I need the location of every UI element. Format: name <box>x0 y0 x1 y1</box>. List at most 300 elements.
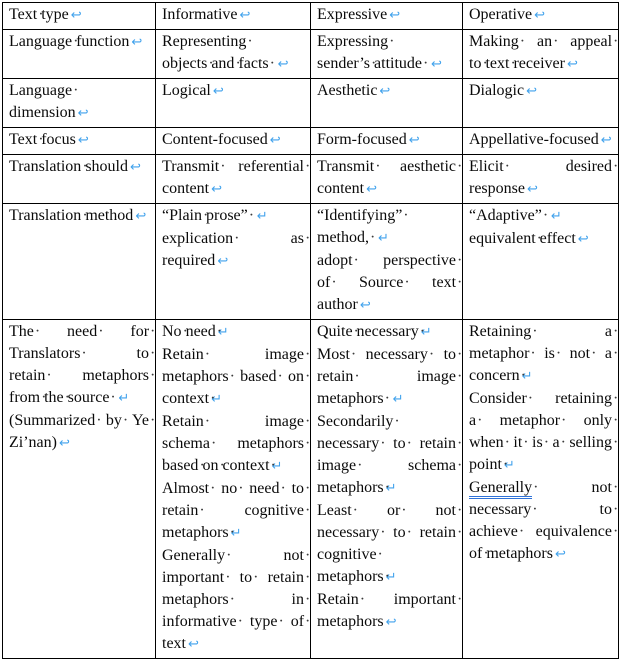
text-line <box>317 321 456 344</box>
word: perspective · <box>383 252 456 269</box>
word: type <box>41 6 69 23</box>
word: in · <box>292 591 304 608</box>
text-line <box>317 411 456 433</box>
word: aesthetic · <box>400 158 456 175</box>
word: achieve · <box>469 523 518 540</box>
word: metaphors <box>486 545 553 562</box>
word: prose” · <box>206 207 248 224</box>
text-line <box>9 80 149 102</box>
text-line <box>317 178 456 201</box>
word: Translation · <box>9 158 81 175</box>
word: Transmit · <box>317 158 374 175</box>
word: Translation · <box>9 207 81 224</box>
text-line <box>469 129 612 152</box>
text-line <box>162 156 304 178</box>
paragraph-mark-icon: ↩ <box>366 182 377 197</box>
word: as · <box>291 230 304 247</box>
paragraph-mark-icon: ↩ <box>70 8 82 23</box>
text-line <box>317 53 456 76</box>
text-line <box>162 478 304 500</box>
word: Expressive <box>317 6 388 23</box>
text-line <box>317 227 456 250</box>
word: selling · <box>569 434 612 451</box>
table-cell-r2c1 <box>3 30 156 79</box>
word: retain · <box>420 435 456 452</box>
table-cell-r3c2 <box>156 79 311 128</box>
text-line <box>317 477 456 500</box>
text-line <box>162 31 304 53</box>
word: point · <box>469 456 502 473</box>
text-line <box>469 4 612 27</box>
paragraph-mark-icon: ↩ <box>77 106 89 121</box>
paragraph-mark-icon: ↩ <box>534 8 545 23</box>
word: to · <box>240 569 252 586</box>
paragraph-mark-icon: ↩ <box>217 254 229 269</box>
word: of · <box>291 613 304 630</box>
word: not · <box>284 547 304 564</box>
word: and · <box>211 55 234 72</box>
word: not · <box>570 345 590 362</box>
word: Language · <box>9 82 72 99</box>
word: important · <box>162 569 224 586</box>
word: Expressing · <box>317 33 388 50</box>
word: Operative <box>469 6 533 23</box>
word: image · <box>265 413 304 430</box>
table-cell-r6c4 <box>463 204 619 320</box>
paragraph-mark-icon: ↩ <box>566 57 578 72</box>
text-line <box>469 388 612 410</box>
table-cell-r7c3 <box>311 320 463 659</box>
word: the · <box>44 389 64 406</box>
paragraph-mark-icon: ↩ <box>135 209 147 224</box>
word: need · <box>186 323 216 340</box>
text-line <box>162 611 304 633</box>
text-line <box>162 366 304 388</box>
paragraph-mark-icon: ↩ <box>431 57 442 72</box>
paragraph-mark-icon: ↩ <box>239 8 251 23</box>
word: metaphors · <box>82 367 149 384</box>
word: Source · <box>359 274 403 291</box>
table-cell-r7c1 <box>3 320 156 659</box>
word: objects · <box>162 55 207 72</box>
text-line <box>317 250 456 272</box>
text-line <box>9 205 149 228</box>
word: required <box>162 252 216 269</box>
line-break-icon: ↵ <box>392 392 404 407</box>
word: necessary · <box>357 323 419 340</box>
word: retain · <box>317 368 353 385</box>
word: dimension <box>9 104 76 121</box>
text-line <box>317 388 456 411</box>
text-line <box>162 589 304 611</box>
text-line <box>469 31 612 53</box>
word: explication · <box>162 230 233 247</box>
word: to · <box>393 435 405 452</box>
text-line <box>469 205 612 228</box>
word: no · <box>221 480 237 497</box>
word: a · <box>552 434 559 451</box>
paragraph-mark-icon: ↩ <box>77 133 89 148</box>
word: Language · <box>9 33 72 50</box>
word: context · <box>162 390 209 407</box>
word: type · <box>250 613 278 630</box>
text-line <box>469 343 612 365</box>
word: Dialogic <box>469 82 525 99</box>
text-line <box>469 178 612 201</box>
text-line <box>469 477 612 499</box>
paragraph-mark-icon: ↩ <box>129 160 141 175</box>
word: is · <box>532 434 543 451</box>
word: metaphors · <box>317 568 384 585</box>
word: by · <box>106 412 122 429</box>
text-line <box>469 499 612 521</box>
word: need · <box>67 323 97 340</box>
word: equivalent · <box>469 230 536 247</box>
line-break-icon: ↵ <box>217 325 229 340</box>
word: text · <box>485 55 509 72</box>
text-line <box>469 156 612 178</box>
table-cell-r6c1 <box>3 204 156 320</box>
word: retain · <box>162 502 198 519</box>
table-cell-r2c2 <box>156 30 311 79</box>
paragraph-mark-icon: ↩ <box>526 84 537 99</box>
word: only · <box>584 412 612 429</box>
table-cell-r3c1 <box>3 79 156 128</box>
word: sender’s · <box>317 55 370 72</box>
paragraph-mark-icon: ↩ <box>188 637 199 652</box>
table-cell-r3c4 <box>463 79 619 128</box>
word: a · <box>605 323 612 340</box>
word: metaphors · <box>162 368 229 385</box>
word: retain · <box>9 367 45 384</box>
table-row <box>3 204 619 320</box>
text-line <box>162 500 304 522</box>
word: or · <box>387 502 400 519</box>
line-break-icon: ↵ <box>503 458 515 473</box>
paragraph-mark-icon: ↩ <box>131 35 143 50</box>
table-cell-r6c3 <box>311 204 463 320</box>
word: necessary · <box>469 501 531 518</box>
text-line <box>9 387 149 410</box>
word: Consider · <box>469 390 527 407</box>
word: retain · <box>420 524 456 541</box>
table-row <box>3 79 619 128</box>
paragraph-mark-icon: ↩ <box>389 8 401 23</box>
text-line <box>317 272 456 294</box>
text-line <box>317 500 456 522</box>
table-cell-r1c3 <box>311 3 463 30</box>
word: Generally · <box>469 479 532 499</box>
word: context · <box>222 457 269 474</box>
table-row <box>3 155 619 204</box>
word: receiver <box>513 55 565 72</box>
text-line <box>317 156 456 178</box>
text-line <box>162 567 304 589</box>
word: Appellative-focused <box>469 131 599 148</box>
text-line <box>9 365 149 387</box>
word: to · <box>444 346 456 363</box>
text-typology-table <box>2 2 619 659</box>
text-line <box>9 156 149 179</box>
word: Least · <box>317 502 352 519</box>
table-row <box>3 320 619 659</box>
word: retain · <box>268 569 304 586</box>
text-line <box>469 521 612 543</box>
paragraph-mark-icon: ↩ <box>58 436 70 451</box>
word: Secondarily · <box>317 413 393 430</box>
word: Content-focused <box>162 131 268 148</box>
text-line <box>162 455 304 478</box>
text-line <box>162 205 304 228</box>
word: (Summarized · <box>9 412 95 429</box>
table-cell-r2c4 <box>463 30 619 79</box>
paragraph-mark-icon: ↩ <box>600 133 612 148</box>
word: Retain · <box>317 591 359 608</box>
table-cell-r5c2 <box>156 155 311 204</box>
text-line <box>162 411 304 433</box>
table-cell-r4c4 <box>463 128 619 155</box>
table-cell-r5c4 <box>463 155 619 204</box>
text-line <box>469 410 612 432</box>
word: of · <box>317 274 330 291</box>
paragraph-mark-icon: ↩ <box>526 182 538 197</box>
table-cell-r7c2 <box>156 320 311 659</box>
paragraph-mark-icon: ↩ <box>359 298 371 313</box>
table-cell-r5c3 <box>311 155 463 204</box>
word: method <box>85 207 134 224</box>
text-line <box>317 544 456 566</box>
word: metaphors · <box>162 591 229 608</box>
text-line <box>9 343 149 365</box>
line-break-icon: ↵ <box>550 209 562 224</box>
word: Making · <box>469 33 519 50</box>
text-line <box>162 633 304 656</box>
word: focus <box>41 131 76 148</box>
line-break-icon: ↵ <box>118 391 130 406</box>
text-line <box>162 178 304 201</box>
word: concern · <box>469 367 520 384</box>
word: for · <box>130 323 149 340</box>
word: Translators · <box>9 345 80 362</box>
word: adopt · <box>317 252 353 269</box>
table-cell-r3c3 <box>311 79 463 128</box>
word: to · <box>137 345 149 362</box>
table-cell-r2c3 <box>311 30 463 79</box>
text-line <box>317 589 456 611</box>
word: referential · <box>238 158 304 175</box>
word: source · <box>68 389 110 406</box>
line-break-icon: ↵ <box>211 392 222 407</box>
word: Form-focused <box>317 131 407 148</box>
text-line <box>162 53 304 76</box>
word: Informative <box>162 6 238 23</box>
word: informative · <box>162 613 237 630</box>
table-row <box>3 3 619 30</box>
paragraph-mark-icon: ↩ <box>554 547 566 562</box>
text-line <box>9 4 149 27</box>
word: No · <box>162 323 182 340</box>
word: necessary · <box>317 435 379 452</box>
word: cognitive · <box>317 546 377 563</box>
word: is · <box>544 345 555 362</box>
word: to · <box>292 480 304 497</box>
text-line <box>162 80 304 103</box>
paragraph-mark-icon: ↩ <box>212 84 224 99</box>
text-line <box>9 432 149 455</box>
text-line <box>469 80 612 103</box>
word: based · <box>240 368 276 385</box>
word: Transmit · <box>162 158 219 175</box>
text-line <box>162 522 304 545</box>
table-cell-r4c1 <box>3 128 156 155</box>
word: The · <box>9 323 34 340</box>
text-line <box>162 228 304 250</box>
text-line <box>9 31 149 54</box>
text-line <box>317 433 456 455</box>
text-line <box>162 433 304 455</box>
line-break-icon: ↵ <box>385 481 397 496</box>
word: method, · <box>317 229 369 246</box>
line-break-icon: ↵ <box>271 459 283 474</box>
paragraph-mark-icon: ↩ <box>385 615 397 630</box>
text-line <box>317 566 456 589</box>
text-line <box>469 53 612 76</box>
text-line <box>162 250 304 273</box>
word: metaphors · <box>237 435 304 452</box>
word: image · <box>265 346 304 363</box>
table-row <box>3 128 619 155</box>
table-cell-r1c1 <box>3 3 156 30</box>
word: necessary · <box>366 346 428 363</box>
word: Generally · <box>162 547 225 564</box>
text-line <box>317 129 456 152</box>
word: retaining · <box>555 390 612 407</box>
word: attitude · <box>374 55 422 72</box>
word: Quite · <box>317 323 353 340</box>
line-break-icon: ↵ <box>230 526 242 541</box>
word: a · <box>605 345 612 362</box>
word: should <box>85 158 128 175</box>
word: not · <box>436 502 456 519</box>
word: not · <box>592 479 612 496</box>
word: Text · <box>9 131 37 148</box>
table-row <box>3 30 619 79</box>
text-line <box>317 455 456 477</box>
table-cell-r1c2 <box>156 3 311 30</box>
word: content <box>162 180 210 197</box>
text-line <box>469 432 612 454</box>
word: schema · <box>162 435 210 452</box>
text-line <box>162 344 304 366</box>
text-line <box>317 294 456 317</box>
text-line <box>317 366 456 388</box>
word: function <box>76 33 130 50</box>
word: important · <box>394 591 456 608</box>
word: Logical <box>162 82 211 99</box>
word: appeal · <box>570 33 612 50</box>
text-line <box>317 522 456 544</box>
text-line <box>317 344 456 366</box>
text-line <box>317 611 456 634</box>
text-line <box>469 321 612 343</box>
word: Retain · <box>162 346 204 363</box>
word: Most · <box>317 346 350 363</box>
word: “Identifying” · <box>317 207 402 224</box>
word: based · <box>162 457 198 474</box>
line-break-icon: ↵ <box>378 231 389 246</box>
table-cell-r4c2 <box>156 128 311 155</box>
text-line <box>469 543 612 566</box>
word: necessary · <box>317 524 379 541</box>
table-cell-r7c4 <box>463 320 619 659</box>
word: to · <box>600 501 612 518</box>
line-break-icon: ↵ <box>256 209 268 224</box>
word: of · <box>469 545 482 562</box>
text-line <box>9 102 149 125</box>
text-line <box>162 4 304 27</box>
word: response <box>469 180 525 197</box>
paragraph-mark-icon: ↩ <box>277 57 289 72</box>
word: schema · <box>408 457 456 474</box>
word: Ye · <box>132 412 149 429</box>
word: an · <box>537 33 552 50</box>
text-line <box>317 80 456 103</box>
table-cell-r4c3 <box>311 128 463 155</box>
word: content <box>317 180 365 197</box>
paragraph-mark-icon: ↩ <box>269 133 281 148</box>
text-line <box>162 545 304 567</box>
word: it · <box>513 434 522 451</box>
word: on · <box>202 457 218 474</box>
word: equivalence · <box>536 523 612 540</box>
word: author <box>317 296 358 313</box>
paragraph-mark-icon: ↩ <box>577 232 589 247</box>
word: metaphors · <box>317 390 384 407</box>
table-cell-r5c1 <box>3 155 156 204</box>
word: metaphors · <box>162 524 229 541</box>
text-line <box>469 454 612 477</box>
word: effect <box>539 230 576 247</box>
word: desired · <box>566 158 612 175</box>
word: Elicit · <box>469 158 504 175</box>
text-line <box>9 410 149 432</box>
text-line <box>9 321 149 343</box>
word: metaphors · <box>317 479 384 496</box>
word: on · <box>288 368 304 385</box>
text-line <box>317 4 456 27</box>
word: Retaining · <box>469 323 531 340</box>
text-line <box>469 365 612 388</box>
word: metaphor · <box>500 412 560 429</box>
line-break-icon: ↵ <box>385 570 397 585</box>
table-cell-r1c4 <box>463 3 619 30</box>
table-body <box>3 3 619 659</box>
word: a · <box>469 412 476 429</box>
line-break-icon: ↵ <box>420 325 432 340</box>
word: Retain · <box>162 413 204 430</box>
word: text · <box>432 274 456 291</box>
word: Representing · <box>162 33 246 50</box>
word: cognitive · <box>244 502 304 519</box>
word: facts · <box>238 55 268 72</box>
paragraph-mark-icon: ↩ <box>379 84 391 99</box>
text-line <box>317 205 456 227</box>
word: Almost · <box>162 480 209 497</box>
word: “Plain · <box>162 207 202 224</box>
table-cell-r6c2 <box>156 204 311 320</box>
word: to · <box>469 55 481 72</box>
word: metaphor · <box>469 345 529 362</box>
